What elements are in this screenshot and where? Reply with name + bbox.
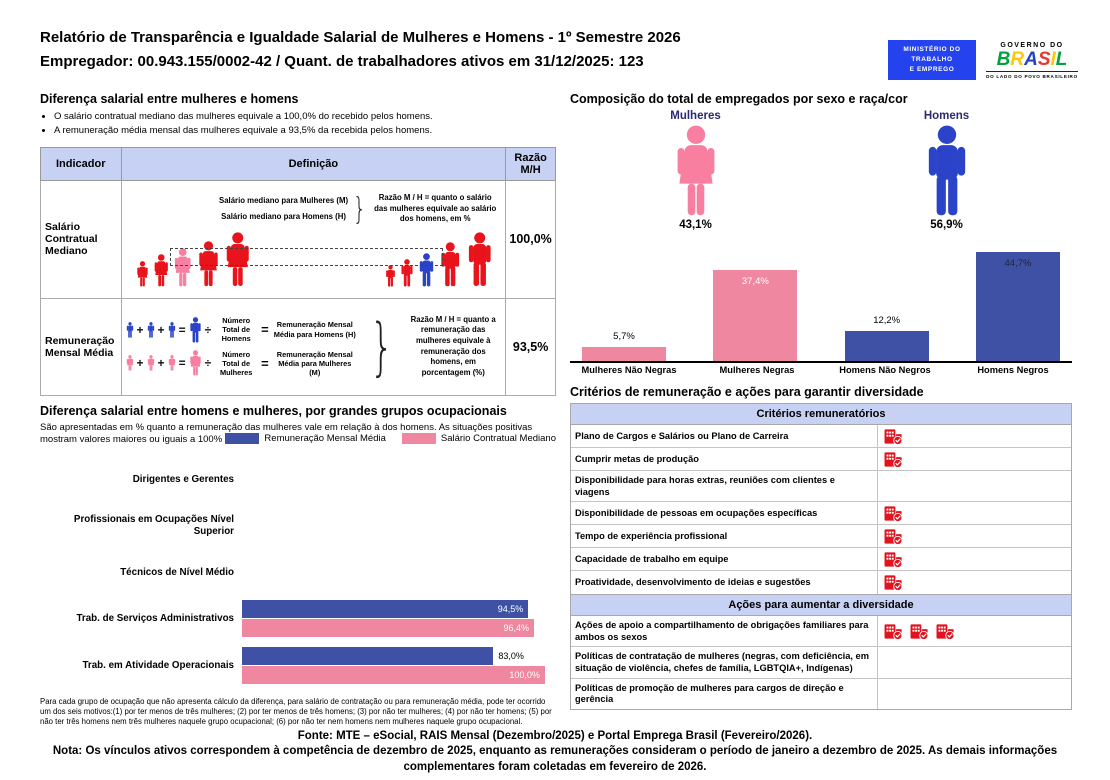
woman-figure-icon <box>126 355 134 371</box>
ministry-logo-line2: TRABALHO <box>911 56 953 64</box>
occupational-section <box>40 404 556 728</box>
occ-bar-track <box>242 554 554 572</box>
occ-bar-track <box>242 619 554 637</box>
ratio-value-2: 93,5% <box>506 298 556 395</box>
brace-glyph: } <box>369 310 394 383</box>
criteria-row <box>571 548 1071 571</box>
brace-glyph: } <box>352 191 367 227</box>
occ-bar-pair <box>242 600 554 637</box>
comp-category-label: Homens Negros <box>977 365 1049 375</box>
criteria-row <box>571 647 1071 678</box>
ministry-logo <box>888 40 976 80</box>
paygap-bullets <box>54 110 556 139</box>
occ-bar <box>242 666 545 684</box>
legend-item-salario <box>402 433 556 444</box>
occ-chart-row <box>40 503 556 550</box>
criteria-table <box>570 403 1072 710</box>
razao-note-2: Razão M / H = quanto a remuneração das mulheres equivale à remuneração dos homens, em porcentagem (%) <box>410 314 496 377</box>
criteria-row-icons <box>878 502 1071 524</box>
left-column <box>40 92 556 727</box>
occ-bar-pair <box>242 507 554 544</box>
razao-note-1: Razão M / H = quanto o salário das mulheres equivale ao salário dos homens, em % <box>374 193 497 224</box>
occ-bar-track <box>242 526 554 544</box>
occ-bar-track <box>242 666 554 684</box>
comp-category-label: Mulheres Negras <box>719 365 795 375</box>
criteria-row <box>571 571 1071 594</box>
criteria-row-label: Disponibilidade para horas extras, reuniões com clientes e viagens <box>571 471 878 501</box>
occ-bar-pair <box>242 647 554 684</box>
criteria-row-icons <box>878 425 1071 447</box>
male-percentage: 56,9% <box>930 219 963 231</box>
occ-category-label: Trab. em Atividade Operacionais <box>82 659 234 671</box>
man-figure-icon-large <box>189 317 202 343</box>
criteria-row <box>571 502 1071 525</box>
gov-brand-letter: B <box>996 48 1011 70</box>
col-definicao: Definição <box>121 147 506 180</box>
salario-mediano-mulheres-label: Salário mediano para Mulheres (M) <box>219 195 349 205</box>
criteria-row-icons <box>878 647 1071 677</box>
paygap-section-title: Diferença salarial entre mulheres e homens <box>40 92 299 106</box>
definition-cell-2 <box>121 298 506 395</box>
occupational-footnote: Para cada grupo de ocupação que não apresenta cálculo da diferença, para salário de contratação ou para remuneração média, pode ter ocorrido um dos seis motivos:(1) por ter menos de três mulheres; (2) por ter menos de três homens; (3) por não ter mulheres; (4) por não ter homens; (5) por não ter três homens nem três mulheres naquele grupo ocupacional; (6) por não ter nem homens nem mulheres naquele grupo ocupacional. <box>40 696 552 726</box>
women-average-formula <box>126 350 358 378</box>
occ-category-label: Dirigentes e Gerentes <box>132 473 234 485</box>
legend-label: Salário Contratual Mediano <box>440 432 556 444</box>
ministry-logo-line3: E EMPREGO <box>909 65 955 73</box>
row-remuneracao-media <box>41 298 556 395</box>
occ-bar-value: 83,0% <box>498 650 524 661</box>
gov-logo-brand <box>997 50 1068 69</box>
criteria-row-icons <box>878 471 1071 501</box>
report-title: Relatório de Transparência e Igualdade Salarial de Mulheres e Homens - 1º Semestre 2026 <box>40 29 681 46</box>
criteria-row-icons <box>878 525 1071 547</box>
occ-chart-row <box>40 456 556 503</box>
occ-bar <box>242 647 524 665</box>
plus-operator: + <box>136 322 144 337</box>
establishment-check-icon <box>884 451 903 468</box>
indicator-table <box>40 147 556 396</box>
gov-brand-letter: I <box>1050 48 1056 70</box>
criteria-row-label: Políticas de promoção de mulheres para cargos de direção e gerência <box>571 679 878 709</box>
criteria-row-label: Plano de Cargos e Salários ou Plano de Carreira <box>571 425 878 447</box>
plus-operator: + <box>157 322 165 337</box>
occ-chart-row <box>40 549 556 596</box>
occ-category-label: Técnicos de Nível Médio <box>120 566 234 578</box>
comp-bar-group <box>582 239 666 361</box>
criteria-rows <box>571 425 1071 594</box>
paygap-bullet-1: • O salário contratual mediano das mulheres equivale a 100,0% do recebido pelos homens. <box>54 110 556 124</box>
col-razao: Razão M/H <box>506 147 556 180</box>
establishment-check-icon <box>884 623 903 640</box>
criteria-row <box>571 525 1071 548</box>
criteria-row-label: Capacidade de trabalho em equipe <box>571 548 878 570</box>
legend-label: Remuneração Mensal Média <box>264 432 386 444</box>
gov-brand-letter: R <box>1010 48 1025 70</box>
establishment-check-icon <box>884 574 903 591</box>
occupational-bar-chart <box>40 456 556 689</box>
criteria-row-label: Disponibilidade de pessoas em ocupações específicas <box>571 502 878 524</box>
report-subtitle: Empregador: 00.943.155/0002-42 / Quant. de trabalhadores ativos em 31/12/2025: 123 <box>40 53 644 70</box>
man-figure-icon <box>168 322 176 338</box>
comp-bar-group <box>976 239 1060 361</box>
paygap-bullet-2: • A remuneração média mensal das mulheres equivale a 93,5% da recebida pelos homens. <box>54 124 556 138</box>
legend-item-remuneracao <box>225 433 385 444</box>
ratio-value-1: 100,0% <box>506 180 556 298</box>
comp-bar-value: 5,7% <box>613 331 635 343</box>
criteria-header: Critérios remuneratórios <box>571 404 1071 425</box>
composition-categories <box>570 363 1072 375</box>
female-summary <box>570 110 821 231</box>
criteria-row <box>571 616 1071 647</box>
men-average-formula <box>126 316 358 344</box>
occ-bar-pair <box>242 461 554 498</box>
men-divisor-label: Número Total de Homens <box>221 315 251 344</box>
criteria-row-icons <box>878 448 1071 470</box>
legend-swatch-blue <box>225 433 259 444</box>
divide-operator: ÷ <box>204 322 212 337</box>
report-title-block <box>40 26 860 74</box>
criteria-row <box>571 471 1071 502</box>
comp-bar <box>582 347 666 361</box>
comp-bar-value: 37,4% <box>741 275 769 287</box>
criteria-row-label: Ações de apoio a compartilhamento de obrigações familiares para ambos os sexos <box>571 616 878 646</box>
people-figures-illustration <box>126 227 502 289</box>
male-summary <box>821 110 1072 231</box>
establishment-check-icon <box>910 623 929 640</box>
occ-category-label: Trab. de Serviços Administrativos <box>76 613 234 625</box>
comp-category-label: Mulheres Não Negras <box>581 365 677 375</box>
equals-operator: = <box>178 322 186 337</box>
plus-operator: + <box>157 356 165 371</box>
women-divisor-label: Número Total de Mulheres <box>219 349 253 377</box>
criteria-row-icons <box>878 548 1071 570</box>
comp-bar-group <box>713 239 797 361</box>
female-percentage: 43,1% <box>679 219 712 231</box>
gov-brand-letter: S <box>1037 48 1051 70</box>
actions-rows <box>571 616 1071 709</box>
gov-brand-letter: A <box>1024 48 1038 70</box>
row-salario-contratual <box>41 180 556 298</box>
man-figure-icon <box>147 322 155 338</box>
criteria-row-label: Cumprir metas de produção <box>571 448 878 470</box>
composition-bar-chart <box>570 239 1072 363</box>
right-column <box>570 92 1072 710</box>
woman-figure-icon-large <box>673 125 719 217</box>
indicator-label: Remuneração Mensal Média <box>41 298 122 395</box>
woman-figure-icon-large <box>189 350 202 376</box>
woman-figure-icon <box>153 254 170 287</box>
composition-section-title: Composição do total de empregados por sexo e raça/cor <box>570 92 908 106</box>
men-result-label: Remuneração Mensal Média para Homens (H) <box>273 320 356 339</box>
report-footer <box>25 730 1085 775</box>
establishment-check-icon <box>884 428 903 445</box>
occ-chart-row <box>40 596 556 643</box>
occ-bar <box>242 619 534 637</box>
man-figure-icon-large <box>924 125 970 217</box>
occupational-legend <box>225 433 556 444</box>
governo-brasil-logo <box>984 40 1080 80</box>
occ-category-label: Profissionais em Ocupações Nível Superior <box>73 514 234 537</box>
criteria-row <box>571 679 1071 709</box>
comp-bar-value: 12,2% <box>873 315 901 327</box>
indicator-label: Salário Contratual Mediano <box>41 180 122 298</box>
female-label: Mulheres <box>670 110 721 122</box>
comp-bar <box>845 331 929 361</box>
criteria-row-icons <box>878 571 1071 594</box>
comp-bar-value: 44,7% <box>1004 257 1032 269</box>
man-figure-icon <box>126 322 134 338</box>
criteria-row-icons <box>878 679 1071 709</box>
ministry-logo-line1: MINISTÉRIO DO <box>903 46 961 54</box>
comp-bar-group <box>845 239 929 361</box>
criteria-row-label: Tempo de experiência profissional <box>571 525 878 547</box>
criteria-row-label: Políticas de contratação de mulheres (negras, com deficiência, em situação de violência, chefes de família, LGBTQIA+, Indígenas) <box>571 647 878 677</box>
indicator-table-header-row <box>41 147 556 180</box>
median-dashed-box <box>170 248 444 266</box>
gov-brand-letter: L <box>1055 48 1068 70</box>
nota-line: Nota: Os vínculos ativos correspondem à competência de dezembro de 2025, enquanto as remunerações consideram o período de janeiro a dezembro de 2025. As demais informações complementares foram coletadas em fevereiro de 2026. <box>52 745 1058 773</box>
occ-bar-track <box>242 507 554 525</box>
male-label: Homens <box>923 110 970 122</box>
definition-cell-1 <box>121 180 506 298</box>
divide-operator: ÷ <box>204 356 212 371</box>
man-figure-icon <box>466 232 494 287</box>
comp-category-label: Homens Não Negros <box>839 365 931 375</box>
occ-bar-track <box>242 600 554 618</box>
salario-mediano-homens-label: Salário mediano para Homens (H) <box>221 212 346 221</box>
woman-figure-icon <box>168 355 176 371</box>
gov-logo-tagline: DO LADO DO POVO BRASILEIRO <box>986 71 1078 79</box>
gender-summary <box>570 110 1072 231</box>
occ-bar-track <box>242 480 554 498</box>
occupational-subtitle: São apresentadas em % quanto a remuneração das mulheres vale em relação à dos homens. As situações positivas mostram valores maiores ou iguais a 100% <box>40 421 533 445</box>
gov-logo-kicker: GOVERNO DO <box>1000 41 1064 49</box>
occ-bar-track <box>242 647 554 665</box>
man-figure-icon <box>385 265 396 287</box>
women-result-label: Remuneração Mensal Média para Mulheres (M) <box>276 349 353 377</box>
occ-chart-row <box>40 642 556 689</box>
fonte-line: Fonte: MTE – eSocial, RAIS Mensal (Dezembro/2025) e Portal Emprega Brasil (Fevereiro/2026). <box>297 730 813 742</box>
establishment-check-icon <box>884 551 903 568</box>
occ-bar-track <box>242 573 554 591</box>
criteria-row <box>571 425 1071 448</box>
criteria-row <box>571 448 1071 471</box>
establishment-check-icon <box>936 623 955 640</box>
col-indicador: Indicador <box>41 147 122 180</box>
occ-bar-value: 94,5% <box>497 604 524 615</box>
occupational-section-title: Diferença salarial entre homens e mulheres, por grandes grupos ocupacionais <box>40 403 507 418</box>
criteria-row-label: Proatividade, desenvolvimento de ideias e sugestões <box>571 571 878 594</box>
diversity-section <box>570 385 1072 710</box>
diversity-section-title: Critérios de remuneração e ações para garantir diversidade <box>570 385 924 399</box>
woman-figure-icon <box>147 355 155 371</box>
occ-bar-value: 96,4% <box>503 623 529 634</box>
occ-bar <box>242 600 528 618</box>
equals-operator: = <box>261 355 269 371</box>
criteria-row-icons <box>878 616 1071 646</box>
equals-operator: = <box>178 356 186 371</box>
occ-bar-value: 100,0% <box>509 669 540 680</box>
legend-swatch-pink <box>402 433 436 444</box>
woman-figure-icon <box>136 261 149 287</box>
actions-header: Ações para aumentar a diversidade <box>571 594 1071 616</box>
header-logos <box>888 40 1080 80</box>
occ-bar-track <box>242 461 554 479</box>
occ-bar-pair <box>242 554 554 591</box>
establishment-check-icon <box>884 505 903 522</box>
establishment-check-icon <box>884 528 903 545</box>
plus-operator: + <box>136 356 144 371</box>
equals-operator: = <box>261 322 269 338</box>
